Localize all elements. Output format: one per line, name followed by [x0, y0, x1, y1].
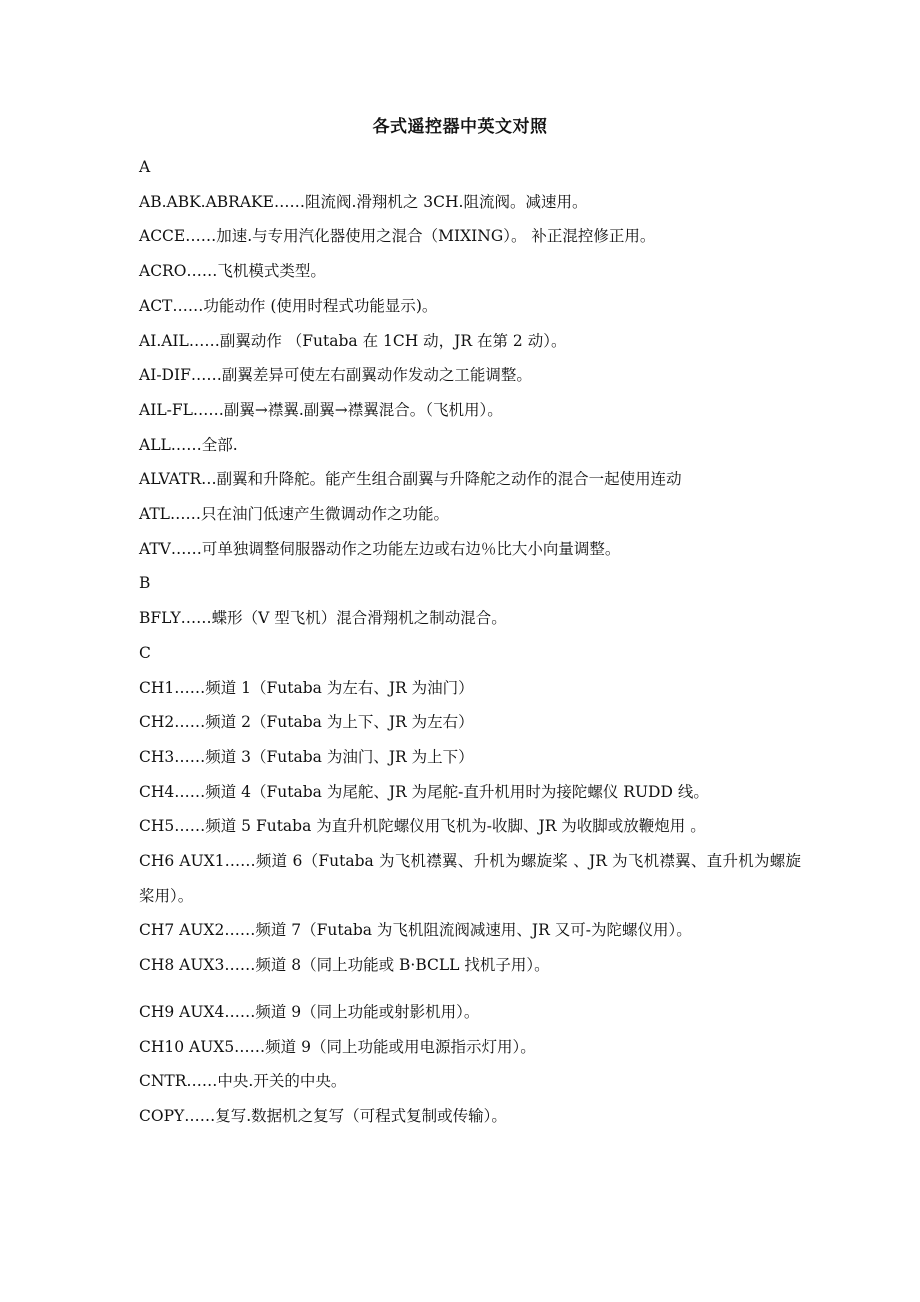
glossary-entry-ab-abk-abrake: AB.ABK.ABRAKE……阻流阀.滑翔机之 3CH.阻流阀。减速用。: [139, 192, 588, 211]
section-heading-a: A: [139, 158, 151, 176]
glossary-entry-ch8-aux3: CH8 AUX3……频道 8（同上功能或 B·BCLL 找机子用）。: [139, 956, 550, 975]
glossary-body: [139, 150, 801, 1134]
glossary-entry-act: ACT……功能动作 (使用时程式功能显示)。: [139, 296, 438, 315]
glossary-entry-ch1: CH1……频道 1（Futaba 为左右、JR 为油门）: [139, 678, 474, 697]
glossary-entry-ai-dif: AI-DIF……副翼差异可使左右副翼动作发动之工能调整。: [139, 366, 532, 385]
glossary-entry-cntr: CNTR……中央.开关的中央。: [139, 1072, 347, 1091]
section-heading-b: B: [139, 574, 151, 593]
glossary-entry-acce: ACCE……加速.与专用汽化器使用之混合（MIXING）。 补正混控修正用。: [139, 227, 656, 246]
glossary-entry-copy: COPY……复写.数据机之复写（可程式复制或传输）。: [139, 1106, 507, 1125]
glossary-entry-ch3: CH3……频道 3（Futaba 为油门、JR 为上下）: [139, 747, 474, 766]
glossary-entry-ch5: CH5……频道 5 Futaba 为直升机陀螺仪用飞机为-收脚、JR 为收脚或放鞭炮用 。: [139, 817, 706, 836]
glossary-entry-acro: ACRO……飞机模式类型。: [139, 262, 326, 281]
glossary-entry-ch9-aux4: CH9 AUX4……频道 9（同上功能或射影机用）。: [139, 1002, 480, 1021]
glossary-entry-atl: ATL……只在油门低速产生微调动作之功能。: [139, 505, 449, 524]
glossary-entry-ch7-aux2: CH7 AUX2……频道 7（Futaba 为飞机阻流阀减速用、JR 又可-为陀螺仪用）。: [139, 921, 692, 940]
page-title: 各式遥控器中英文对照: [372, 117, 548, 137]
glossary-entry-ch2: CH2……频道 2（Futaba 为上下、JR 为左右）: [139, 713, 474, 732]
glossary-entry-bfly: BFLY……蝶形（V 型飞机）混合滑翔机之制动混合。: [139, 609, 507, 628]
glossary-entry-ai-ail: AI.AIL……副翼动作 （Futaba 在 1CH 动，JR 在第 2 动）。: [139, 331, 567, 350]
section-heading-c: C: [139, 643, 151, 662]
glossary-entry-atv: ATV……可单独调整伺服器动作之功能左边或右边％比大小向量调整。: [139, 539, 621, 558]
glossary-entry-all: ALL……全部.: [139, 435, 238, 454]
glossary-entry-ch10-aux5: CH10 AUX5……频道 9（同上功能或用电源指示灯用）。: [139, 1037, 536, 1056]
paragraph-gap: [139, 983, 801, 995]
glossary-entry-ail-fl: AIL-FL……副翼→襟翼.副翼→襟翼混合。（飞机用）。: [139, 400, 503, 419]
glossary-entry-ch6-aux1: CH6 AUX1……频道 6（Futaba 为飞机襟翼、升机为螺旋桨 、JR 为飞机襟翼、直升机为螺旋桨用）。: [139, 852, 801, 905]
glossary-entry-alvatr: ALVATR…副翼和升降舵。能产生组合副翼与升降舵之动作的混合一起使用连动: [139, 470, 682, 489]
glossary-entry-ch4: CH4……频道 4（Futaba 为尾舵、JR 为尾舵-直升机用时为接陀螺仪 RUDD 线。: [139, 782, 709, 801]
